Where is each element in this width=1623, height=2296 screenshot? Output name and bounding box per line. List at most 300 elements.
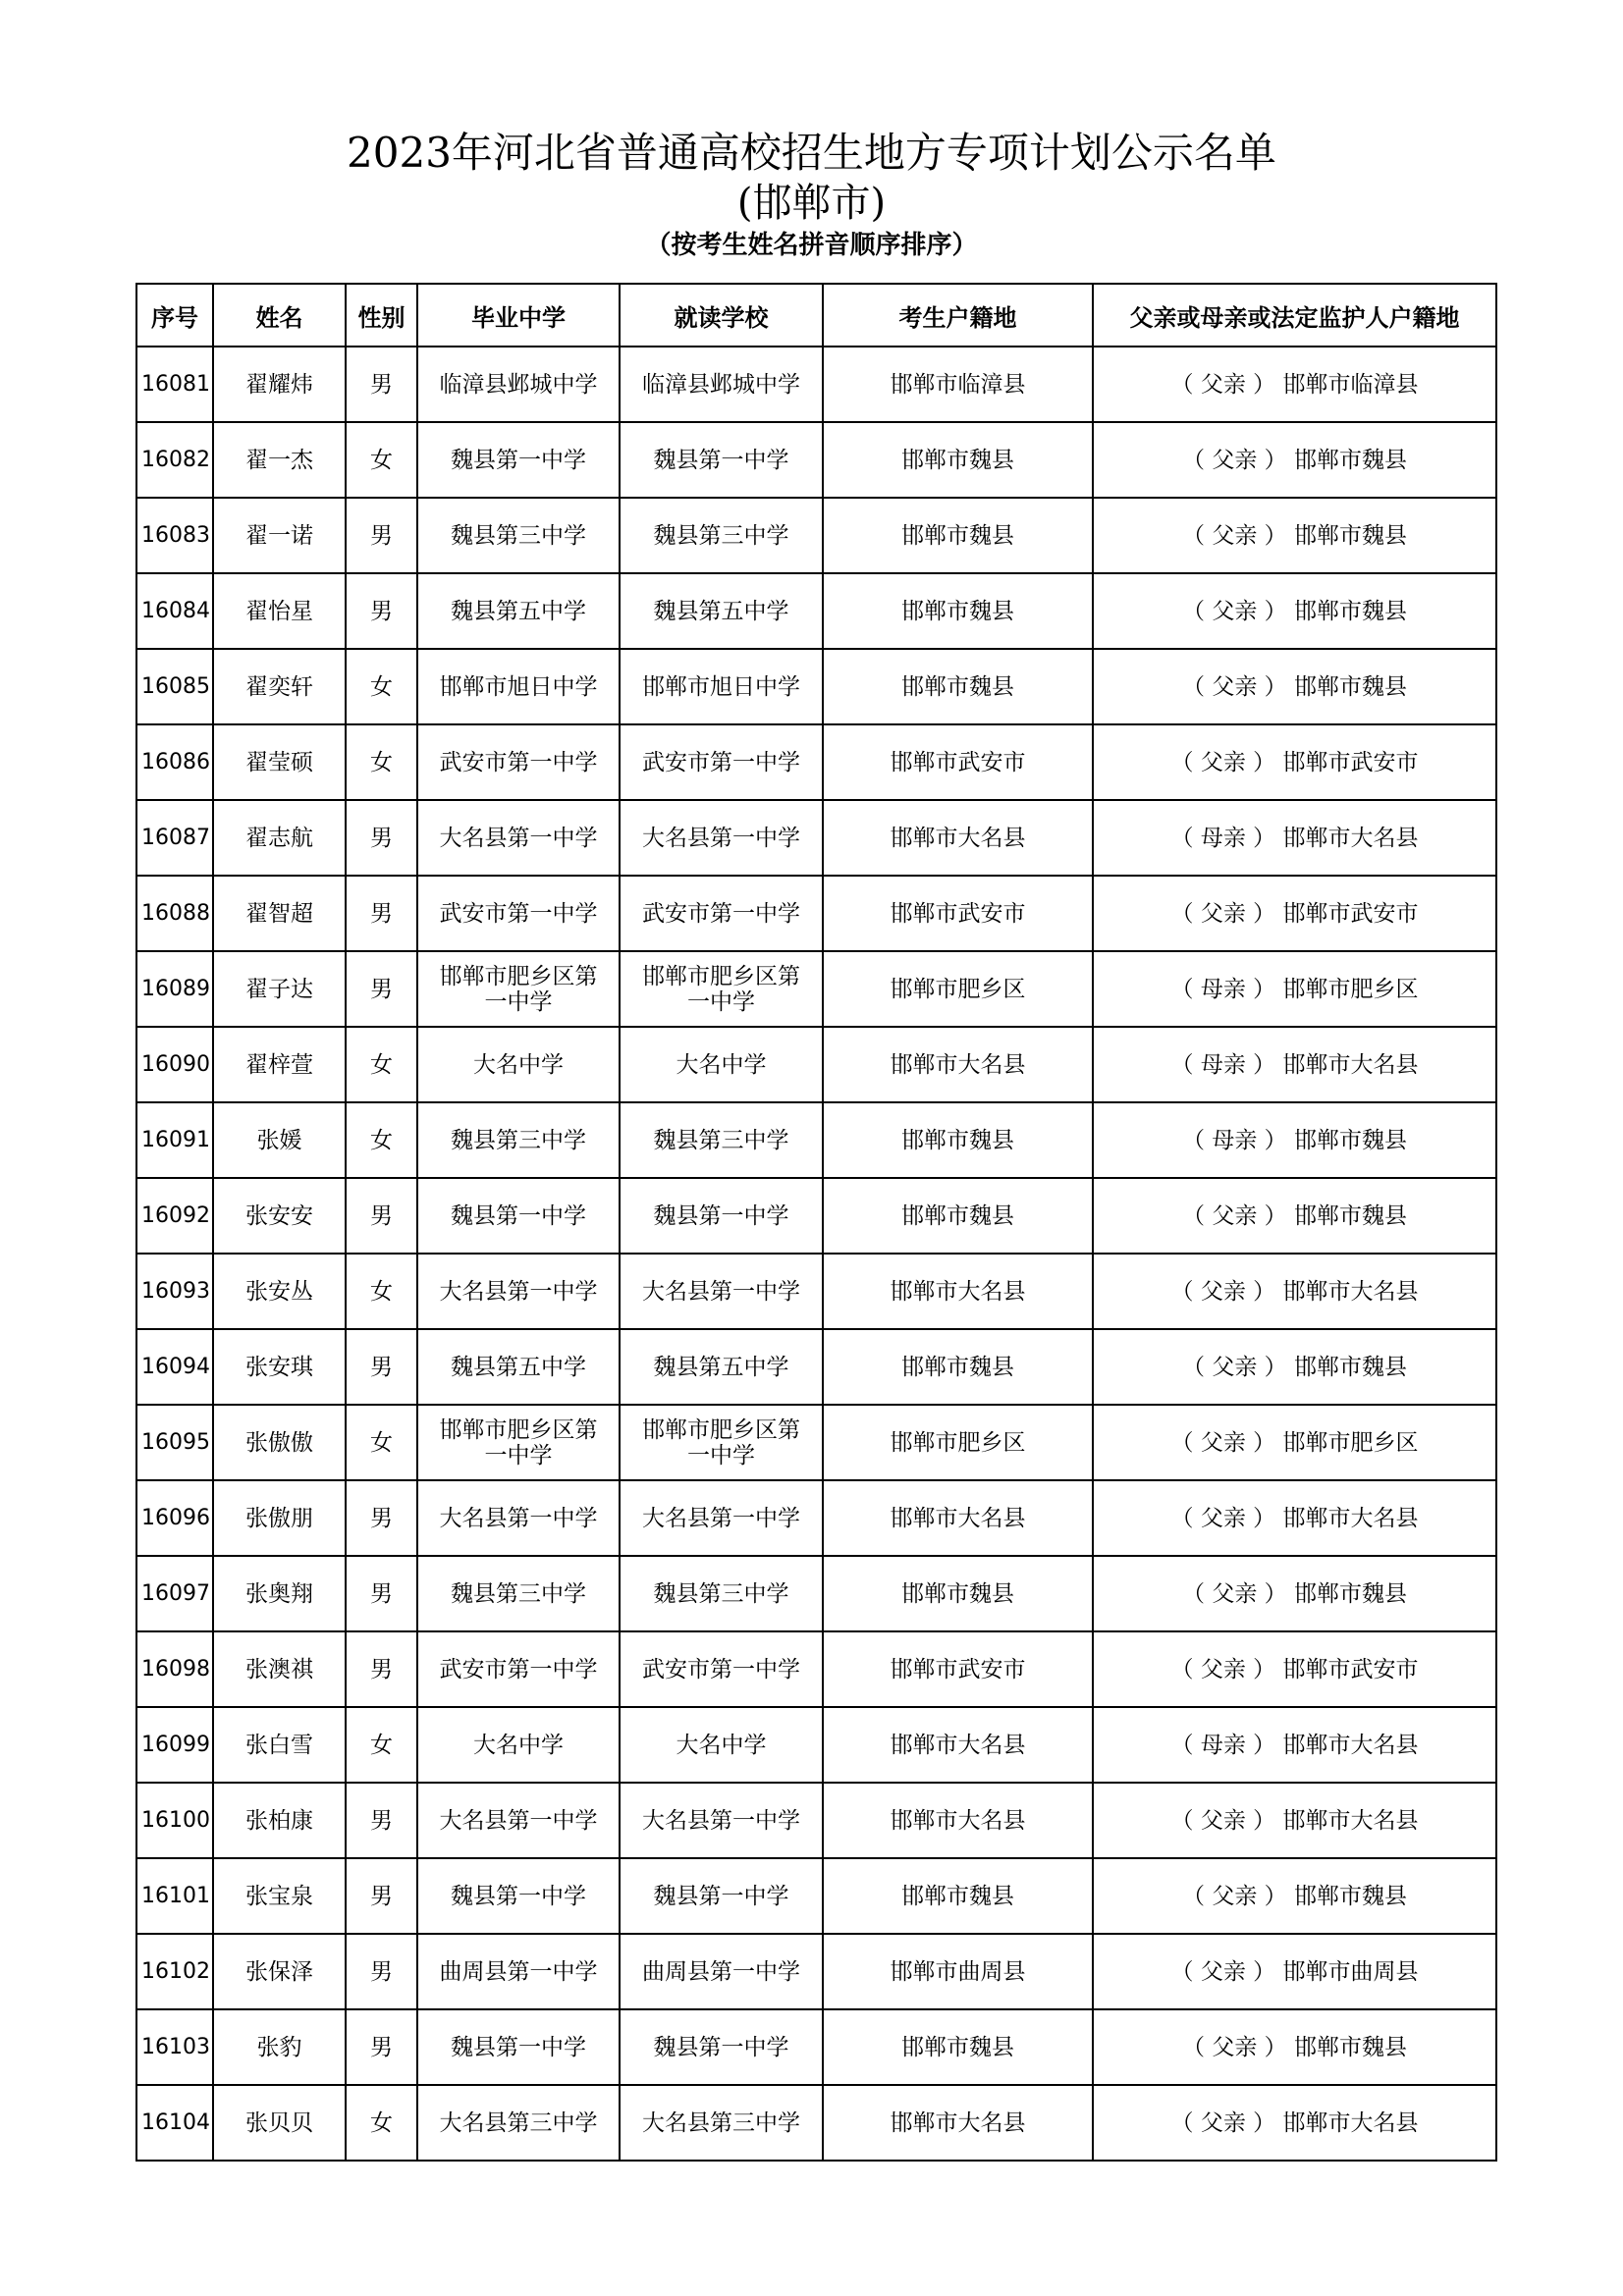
cell-grad-school-text: 魏县第三中学 <box>451 1580 586 1607</box>
cell-no-text: 16103 <box>141 2034 210 2059</box>
cell-guardian-text: （ 父亲 ） 邯郸市魏县 <box>1182 1580 1407 1607</box>
cell-residence <box>823 1480 1093 1556</box>
cell-guardian <box>1093 1102 1496 1178</box>
cell-guardian-text: （ 母亲 ） 邯郸市大名县 <box>1170 1732 1419 1758</box>
cell-no <box>136 1480 213 1556</box>
cell-guardian <box>1093 649 1496 724</box>
cell-gender-text: 女 <box>370 1429 393 1456</box>
table-header-row <box>136 284 1496 347</box>
cell-no <box>136 876 213 951</box>
column-header-no: 序号 <box>136 284 213 347</box>
table-row <box>136 951 1496 1027</box>
table-row <box>136 2085 1496 2161</box>
cell-name <box>213 1707 346 1783</box>
cell-current-school <box>620 573 823 649</box>
cell-no <box>136 951 213 1027</box>
cell-name <box>213 1934 346 2009</box>
cell-grad-school-text: 大名中学 <box>473 1732 564 1758</box>
cell-grad-school-text: 大名县第一中学 <box>439 1278 598 1305</box>
cell-gender <box>346 498 417 573</box>
cell-guardian <box>1093 800 1496 876</box>
cell-current-school-text: 魏县第一中学 <box>653 1202 789 1229</box>
cell-grad-school-text: 武安市第一中学 <box>439 749 598 775</box>
cell-current-school <box>620 1405 823 1480</box>
cell-gender-text: 男 <box>370 976 393 1002</box>
cell-guardian-text: （ 父亲 ） 邯郸市魏县 <box>1182 1883 1407 1909</box>
cell-guardian <box>1093 1405 1496 1480</box>
cell-gender <box>346 1707 417 1783</box>
cell-no <box>136 1027 213 1102</box>
cell-no-text: 16102 <box>141 1958 210 1984</box>
cell-residence <box>823 1254 1093 1329</box>
cell-residence <box>823 1329 1093 1405</box>
cell-residence <box>823 573 1093 649</box>
cell-name-text: 张安安 <box>245 1202 313 1229</box>
cell-current-school-text: 大名县第一中学 <box>642 1807 800 1834</box>
cell-grad-school <box>417 2085 620 2161</box>
cell-no <box>136 724 213 800</box>
cell-gender <box>346 1178 417 1254</box>
cell-current-school <box>620 724 823 800</box>
roster-table <box>135 283 1497 2162</box>
cell-guardian-text: （ 母亲 ） 邯郸市魏县 <box>1182 1127 1407 1153</box>
cell-current-school-text: 魏县第一中学 <box>653 447 789 473</box>
cell-no-text: 16104 <box>141 2109 210 2135</box>
cell-residence-text: 邯郸市魏县 <box>901 2034 1014 2060</box>
cell-residence <box>823 1858 1093 1934</box>
table-row <box>136 1405 1496 1480</box>
cell-name-text: 翟子达 <box>245 976 313 1002</box>
table-row <box>136 1934 1496 2009</box>
cell-guardian <box>1093 724 1496 800</box>
table-row <box>136 649 1496 724</box>
cell-grad-school <box>417 2009 620 2085</box>
cell-guardian <box>1093 1631 1496 1707</box>
cell-no-text: 16098 <box>141 1656 210 1682</box>
cell-grad-school-text: 武安市第一中学 <box>439 900 598 927</box>
cell-grad-school-text: 魏县第三中学 <box>451 522 586 549</box>
cell-residence <box>823 2009 1093 2085</box>
cell-name-text: 张保泽 <box>245 1958 313 1985</box>
column-header-current-school: 就读学校 <box>620 284 823 347</box>
cell-gender <box>346 422 417 498</box>
cell-grad-school-text: 大名县第一中学 <box>439 1807 598 1834</box>
cell-current-school <box>620 1858 823 1934</box>
cell-residence <box>823 1631 1093 1707</box>
cell-name-text: 张白雪 <box>245 1732 313 1758</box>
cell-gender <box>346 1783 417 1858</box>
cell-grad-school-text: 大名中学 <box>473 1051 564 1078</box>
table-row <box>136 422 1496 498</box>
cell-name-text: 张傲朋 <box>245 1505 313 1531</box>
column-header-guardian: 父亲或母亲或法定监护人户籍地 <box>1093 284 1496 347</box>
cell-current-school <box>620 2085 823 2161</box>
cell-residence <box>823 1405 1093 1480</box>
cell-current-school-text: 魏县第一中学 <box>653 1883 789 1909</box>
cell-guardian <box>1093 1934 1496 2009</box>
cell-gender-text: 女 <box>370 447 393 473</box>
cell-gender <box>346 1556 417 1631</box>
cell-grad-school-text: 大名县第一中学 <box>439 825 598 851</box>
cell-no-text: 16089 <box>141 976 210 1001</box>
cell-grad-school <box>417 1631 620 1707</box>
cell-residence-text: 邯郸市大名县 <box>890 1807 1026 1834</box>
table-row <box>136 876 1496 951</box>
cell-name-text: 翟莹硕 <box>245 749 313 775</box>
cell-no-text: 16095 <box>141 1429 210 1455</box>
cell-grad-school-text: 魏县第五中学 <box>451 1354 586 1380</box>
cell-name-text: 张傲傲 <box>245 1429 313 1456</box>
cell-gender <box>346 2009 417 2085</box>
cell-current-school-text: 大名县第一中学 <box>642 1278 800 1305</box>
cell-current-school <box>620 2009 823 2085</box>
cell-name-text: 张贝贝 <box>245 2109 313 2136</box>
cell-current-school-text: 武安市第一中学 <box>642 900 800 927</box>
cell-residence-text: 邯郸市肥乡区 <box>890 1429 1026 1456</box>
cell-guardian <box>1093 1707 1496 1783</box>
cell-guardian <box>1093 1178 1496 1254</box>
cell-no-text: 16093 <box>141 1278 210 1304</box>
cell-name <box>213 347 346 422</box>
cell-current-school-text: 大名县第三中学 <box>642 2109 800 2136</box>
cell-name-text: 张媛 <box>256 1127 302 1153</box>
cell-residence <box>823 1934 1093 2009</box>
cell-residence-text: 邯郸市大名县 <box>890 825 1026 851</box>
cell-gender <box>346 1329 417 1405</box>
cell-guardian-text: （ 母亲 ） 邯郸市大名县 <box>1170 825 1419 851</box>
table-row <box>136 1783 1496 1858</box>
cell-current-school <box>620 1556 823 1631</box>
column-header-grad-school: 毕业中学 <box>417 284 620 347</box>
cell-residence-text: 邯郸市临漳县 <box>890 371 1026 398</box>
cell-grad-school <box>417 347 620 422</box>
cell-current-school-text: 曲周县第一中学 <box>642 1958 800 1985</box>
cell-current-school <box>620 800 823 876</box>
cell-gender-text: 男 <box>370 522 393 549</box>
cell-guardian-text: （ 父亲 ） 邯郸市魏县 <box>1182 673 1407 700</box>
cell-current-school <box>620 1631 823 1707</box>
cell-residence <box>823 724 1093 800</box>
cell-guardian-text: （ 父亲 ） 邯郸市大名县 <box>1170 1505 1419 1531</box>
cell-no <box>136 1556 213 1631</box>
cell-no <box>136 2085 213 2161</box>
cell-guardian <box>1093 1254 1496 1329</box>
cell-guardian <box>1093 1027 1496 1102</box>
cell-guardian <box>1093 1858 1496 1934</box>
cell-no <box>136 1858 213 1934</box>
table-row <box>136 498 1496 573</box>
cell-grad-school-text: 曲周县第一中学 <box>439 1958 598 1985</box>
cell-current-school <box>620 422 823 498</box>
cell-grad-school <box>417 724 620 800</box>
table-row <box>136 1858 1496 1934</box>
cell-guardian-text: （ 父亲 ） 邯郸市魏县 <box>1182 2034 1407 2060</box>
cell-no-text: 16086 <box>141 749 210 774</box>
cell-no-text: 16081 <box>141 371 210 397</box>
cell-no-text: 16083 <box>141 522 210 548</box>
cell-name <box>213 422 346 498</box>
cell-residence <box>823 1027 1093 1102</box>
column-header-gender: 性别 <box>346 284 417 347</box>
cell-guardian-text: （ 父亲 ） 邯郸市魏县 <box>1182 598 1407 624</box>
cell-name <box>213 1480 346 1556</box>
cell-grad-school <box>417 1707 620 1783</box>
cell-name <box>213 876 346 951</box>
cell-grad-school <box>417 1934 620 2009</box>
cell-gender-text: 男 <box>370 1656 393 1682</box>
cell-gender <box>346 573 417 649</box>
cell-current-school-text: 大名县第一中学 <box>642 1505 800 1531</box>
cell-name-text: 翟智超 <box>245 900 313 927</box>
page-title: 2023年河北省普通高校招生地方专项计划公示名单 <box>347 129 1276 177</box>
cell-name-text: 翟梓萱 <box>245 1051 313 1078</box>
cell-no <box>136 1405 213 1480</box>
cell-gender <box>346 800 417 876</box>
cell-gender-text: 女 <box>370 673 393 700</box>
cell-gender-text: 女 <box>370 1127 393 1153</box>
cell-guardian-text: （ 父亲 ） 邯郸市魏县 <box>1182 1202 1407 1229</box>
cell-gender-text: 男 <box>370 900 393 927</box>
cell-no <box>136 2009 213 2085</box>
cell-guardian-text: （ 父亲 ） 邯郸市大名县 <box>1170 1807 1419 1834</box>
cell-guardian-text: （ 父亲 ） 邯郸市魏县 <box>1182 522 1407 549</box>
cell-grad-school-text: 魏县第三中学 <box>451 1127 586 1153</box>
cell-current-school <box>620 1102 823 1178</box>
cell-name-text: 张澳祺 <box>245 1656 313 1682</box>
cell-current-school-text: 大名中学 <box>676 1732 767 1758</box>
cell-grad-school <box>417 1858 620 1934</box>
cell-guardian-text: （ 父亲 ） 邯郸市武安市 <box>1170 749 1419 775</box>
cell-guardian-text: （ 母亲 ） 邯郸市肥乡区 <box>1170 976 1419 1002</box>
cell-gender-text: 女 <box>370 2109 393 2136</box>
cell-grad-school <box>417 1178 620 1254</box>
cell-name <box>213 1102 346 1178</box>
cell-residence <box>823 347 1093 422</box>
cell-gender-text: 男 <box>370 598 393 624</box>
cell-name <box>213 951 346 1027</box>
cell-gender <box>346 1027 417 1102</box>
table-row <box>136 1178 1496 1254</box>
cell-gender <box>346 1480 417 1556</box>
cell-grad-school <box>417 800 620 876</box>
cell-residence-text: 邯郸市大名县 <box>890 1278 1026 1305</box>
cell-name <box>213 573 346 649</box>
cell-name-text: 翟怡星 <box>245 598 313 624</box>
cell-residence-text: 邯郸市魏县 <box>901 1354 1014 1380</box>
cell-gender-text: 男 <box>370 1958 393 1985</box>
cell-gender-text: 男 <box>370 2034 393 2060</box>
cell-current-school <box>620 951 823 1027</box>
cell-residence-text: 邯郸市魏县 <box>901 1202 1014 1229</box>
cell-name-text: 翟志航 <box>245 825 313 851</box>
cell-guardian-text: （ 母亲 ） 邯郸市大名县 <box>1170 1051 1419 1078</box>
cell-guardian-text: （ 父亲 ） 邯郸市武安市 <box>1170 1656 1419 1682</box>
cell-residence <box>823 2085 1093 2161</box>
cell-name <box>213 724 346 800</box>
cell-residence <box>823 951 1093 1027</box>
cell-grad-school <box>417 876 620 951</box>
cell-grad-school-text: 大名县第一中学 <box>439 1505 598 1531</box>
cell-guardian-text: （ 父亲 ） 邯郸市大名县 <box>1170 2109 1419 2136</box>
cell-current-school-text: 魏县第五中学 <box>653 598 789 624</box>
cell-name <box>213 1631 346 1707</box>
cell-no-text: 16092 <box>141 1202 210 1228</box>
cell-grad-school <box>417 951 620 1027</box>
cell-current-school-text: 武安市第一中学 <box>642 1656 800 1682</box>
cell-gender-text: 男 <box>370 1883 393 1909</box>
cell-no <box>136 800 213 876</box>
cell-name-text: 翟一杰 <box>245 447 313 473</box>
cell-residence <box>823 1783 1093 1858</box>
cell-current-school-text: 邯郸市肥乡区第一中学 <box>642 1416 800 1468</box>
cell-no <box>136 422 213 498</box>
cell-name <box>213 2085 346 2161</box>
table-row <box>136 1329 1496 1405</box>
cell-name <box>213 649 346 724</box>
cell-residence <box>823 1556 1093 1631</box>
cell-grad-school-text: 魏县第一中学 <box>451 1883 586 1909</box>
table-row <box>136 2009 1496 2085</box>
cell-guardian <box>1093 876 1496 951</box>
cell-grad-school <box>417 1480 620 1556</box>
cell-name-text: 张安丛 <box>245 1278 313 1305</box>
cell-no-text: 16085 <box>141 673 210 699</box>
table-row <box>136 724 1496 800</box>
cell-current-school <box>620 1329 823 1405</box>
cell-guardian <box>1093 573 1496 649</box>
cell-grad-school-text: 武安市第一中学 <box>439 1656 598 1682</box>
cell-residence <box>823 800 1093 876</box>
cell-name-text: 翟奕轩 <box>245 673 313 700</box>
cell-gender-text: 男 <box>370 1580 393 1607</box>
cell-residence <box>823 1178 1093 1254</box>
table-row <box>136 1027 1496 1102</box>
cell-residence-text: 邯郸市魏县 <box>901 447 1014 473</box>
cell-name <box>213 1858 346 1934</box>
cell-current-school-text: 大名县第一中学 <box>642 825 800 851</box>
cell-no-text: 16088 <box>141 900 210 926</box>
cell-residence <box>823 422 1093 498</box>
cell-no <box>136 1783 213 1858</box>
column-header-name: 姓名 <box>213 284 346 347</box>
cell-no-text: 16101 <box>141 1883 210 1908</box>
cell-no-text: 16100 <box>141 1807 210 1833</box>
cell-current-school-text: 魏县第三中学 <box>653 1127 789 1153</box>
cell-grad-school <box>417 1027 620 1102</box>
cell-residence-text: 邯郸市魏县 <box>901 1127 1014 1153</box>
cell-residence-text: 邯郸市曲周县 <box>890 1958 1026 1985</box>
cell-guardian <box>1093 422 1496 498</box>
cell-no-text: 16099 <box>141 1732 210 1757</box>
cell-residence <box>823 498 1093 573</box>
cell-grad-school-text: 魏县第一中学 <box>451 2034 586 2060</box>
cell-no <box>136 498 213 573</box>
column-header-residence: 考生户籍地 <box>823 284 1093 347</box>
cell-residence-text: 邯郸市大名县 <box>890 2109 1026 2136</box>
cell-grad-school <box>417 1556 620 1631</box>
table-row <box>136 1556 1496 1631</box>
cell-gender <box>346 951 417 1027</box>
cell-gender-text: 男 <box>370 371 393 398</box>
cell-name-text: 张安琪 <box>245 1354 313 1380</box>
cell-grad-school-text: 大名县第三中学 <box>439 2109 598 2136</box>
cell-gender-text: 女 <box>370 1732 393 1758</box>
cell-grad-school-text: 魏县第一中学 <box>451 1202 586 1229</box>
cell-no-text: 16087 <box>141 825 210 850</box>
cell-residence-text: 邯郸市魏县 <box>901 1580 1014 1607</box>
cell-current-school-text: 邯郸市肥乡区第一中学 <box>642 963 800 1015</box>
cell-guardian-text: （ 父亲 ） 邯郸市曲周县 <box>1170 1958 1419 1985</box>
cell-guardian-text: （ 父亲 ） 邯郸市临漳县 <box>1170 371 1419 398</box>
cell-guardian <box>1093 2009 1496 2085</box>
cell-name-text: 张柏康 <box>245 1807 313 1834</box>
table-row <box>136 1254 1496 1329</box>
cell-gender <box>346 876 417 951</box>
cell-name <box>213 498 346 573</box>
cell-grad-school <box>417 1405 620 1480</box>
cell-name-text: 张豹 <box>256 2034 302 2060</box>
cell-name <box>213 1178 346 1254</box>
cell-current-school-text: 魏县第一中学 <box>653 2034 789 2060</box>
cell-gender-text: 男 <box>370 825 393 851</box>
cell-grad-school-text: 邯郸市肥乡区第一中学 <box>439 1416 598 1468</box>
cell-current-school-text: 魏县第三中学 <box>653 1580 789 1607</box>
cell-guardian <box>1093 951 1496 1027</box>
cell-gender <box>346 1858 417 1934</box>
cell-name <box>213 1254 346 1329</box>
cell-residence-text: 邯郸市魏县 <box>901 1883 1014 1909</box>
cell-current-school-text: 邯郸市旭日中学 <box>642 673 800 700</box>
cell-guardian <box>1093 1329 1496 1405</box>
cell-no <box>136 649 213 724</box>
cell-gender <box>346 347 417 422</box>
cell-grad-school-text: 魏县第五中学 <box>451 598 586 624</box>
cell-gender-text: 男 <box>370 1354 393 1380</box>
cell-name-text: 翟一诺 <box>245 522 313 549</box>
cell-guardian-text: （ 父亲 ） 邯郸市魏县 <box>1182 447 1407 473</box>
cell-gender-text: 男 <box>370 1202 393 1229</box>
cell-guardian <box>1093 1556 1496 1631</box>
cell-residence-text: 邯郸市武安市 <box>890 1656 1026 1682</box>
cell-guardian-text: （ 父亲 ） 邯郸市肥乡区 <box>1170 1429 1419 1456</box>
cell-guardian <box>1093 2085 1496 2161</box>
cell-no <box>136 1102 213 1178</box>
cell-guardian-text: （ 父亲 ） 邯郸市武安市 <box>1170 900 1419 927</box>
cell-no <box>136 573 213 649</box>
sort-note: （按考生姓名拼音顺序排序） <box>645 231 978 260</box>
cell-current-school <box>620 1178 823 1254</box>
cell-no-text: 16082 <box>141 447 210 472</box>
cell-current-school <box>620 1934 823 2009</box>
cell-residence <box>823 1707 1093 1783</box>
cell-current-school <box>620 1480 823 1556</box>
cell-grad-school <box>417 422 620 498</box>
cell-no-text: 16094 <box>141 1354 210 1379</box>
table-row <box>136 1480 1496 1556</box>
cell-no <box>136 1707 213 1783</box>
cell-current-school <box>620 1254 823 1329</box>
table-row <box>136 347 1496 422</box>
cell-gender-text: 女 <box>370 1278 393 1305</box>
cell-current-school-text: 魏县第五中学 <box>653 1354 789 1380</box>
cell-gender <box>346 2085 417 2161</box>
cell-no-text: 16090 <box>141 1051 210 1077</box>
cell-name <box>213 1329 346 1405</box>
cell-no-text: 16096 <box>141 1505 210 1530</box>
cell-guardian <box>1093 347 1496 422</box>
cell-no <box>136 1178 213 1254</box>
cell-gender-text: 男 <box>370 1505 393 1531</box>
